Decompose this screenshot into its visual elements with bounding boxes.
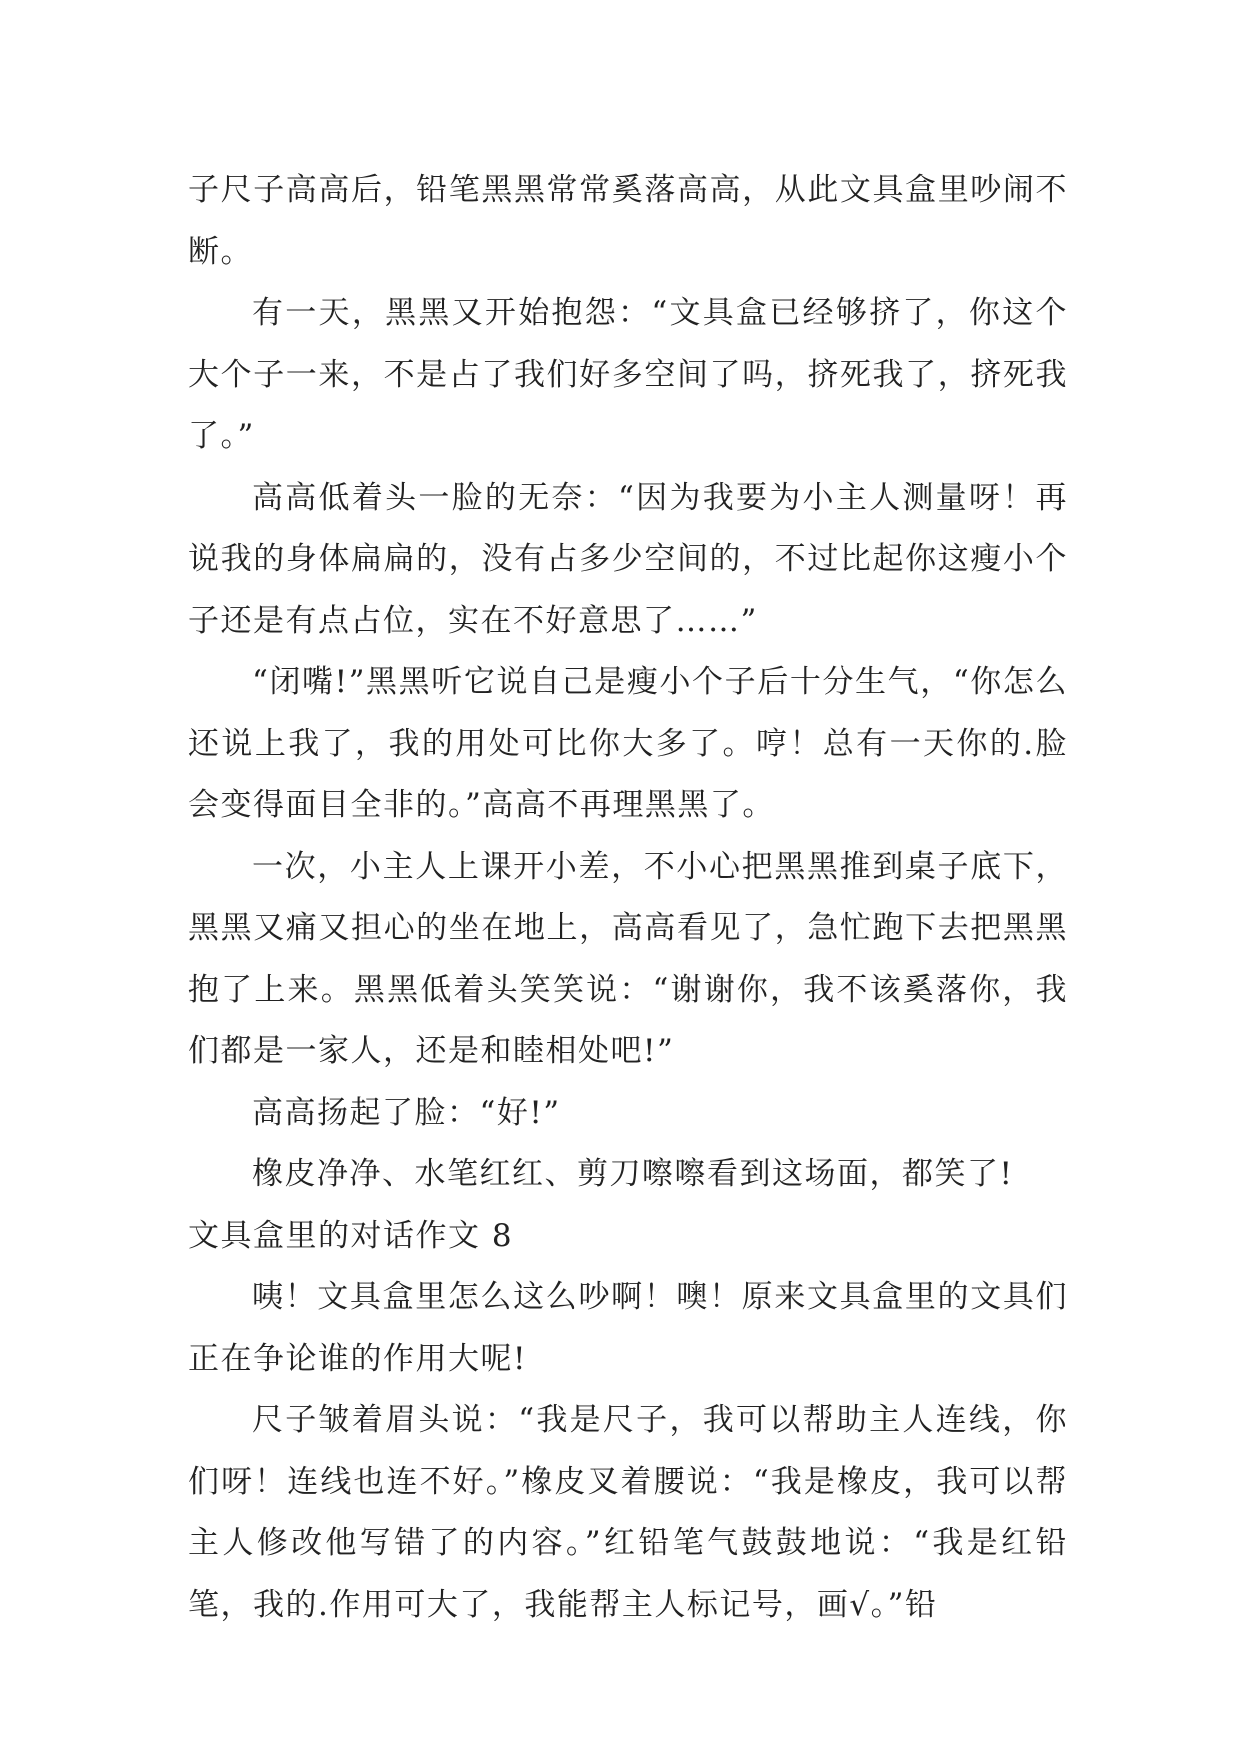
paragraph-3: 高高低着头一脸的无奈：“因为我要为小主人测量呀！再说我的身体扁扁的，没有占多少空间的，不过比起你这瘦小个子还是有点占位，实在不好意思了……” [188, 479, 1068, 639]
paragraph-8: 咦！文具盒里怎么这么吵啊！噢！原来文具盒里的文具们正在争论谁的作用大呢! [188, 1279, 1068, 1377]
essay-body [188, 160, 1068, 1636]
paragraph-4: “闭嘴!”黑黑听它说自己是瘦小个子后十分生气，“你怎么还说上我了，我的用处可比你大多了。哼！总有一天你的.脸会变得面目全非的。”高高不再理黑黑了。 [188, 664, 1068, 823]
paragraph-6: 高高扬起了脸：“好!” [252, 1094, 561, 1131]
paragraph-7: 橡皮净净、水笔红红、剪刀嚓嚓看到这场面，都笑了! [252, 1156, 1014, 1192]
paragraph-5: 一次，小主人上课开小差，不小心把黑黑推到桌子底下，黑黑又痛又担心的坐在地上，高高看见了，急忙跑下去把黑黑抱了上来。黑黑低着头笑笑说：“谢谢你，我不该奚落你，我们都是一家人，还是和睦相处吧!” [188, 848, 1068, 1069]
paragraph-9: 尺子皱着眉头说：“我是尺子，我可以帮助主人连线，你们呀！连线也连不好。”橡皮叉着腰说：“我是橡皮，我可以帮主人修改他写错了的内容。”红铅笔气鼓鼓地说：“我是红铅笔，我的.作用可大了，我能帮主人标记号，画√。”铅 [188, 1402, 1068, 1623]
section-title: 文具盒里的对话作文 8 [188, 1217, 514, 1254]
paragraph-2: 有一天，黑黑又开始抱怨：“文具盒已经够挤了，你这个大个子一来，不是占了我们好多空间了吗，挤死我了，挤死我了。” [188, 295, 1068, 454]
paragraph-1: 子尺子高高后，铅笔黑黑常常奚落高高，从此文具盒里吵闹不断。 [188, 172, 1068, 270]
